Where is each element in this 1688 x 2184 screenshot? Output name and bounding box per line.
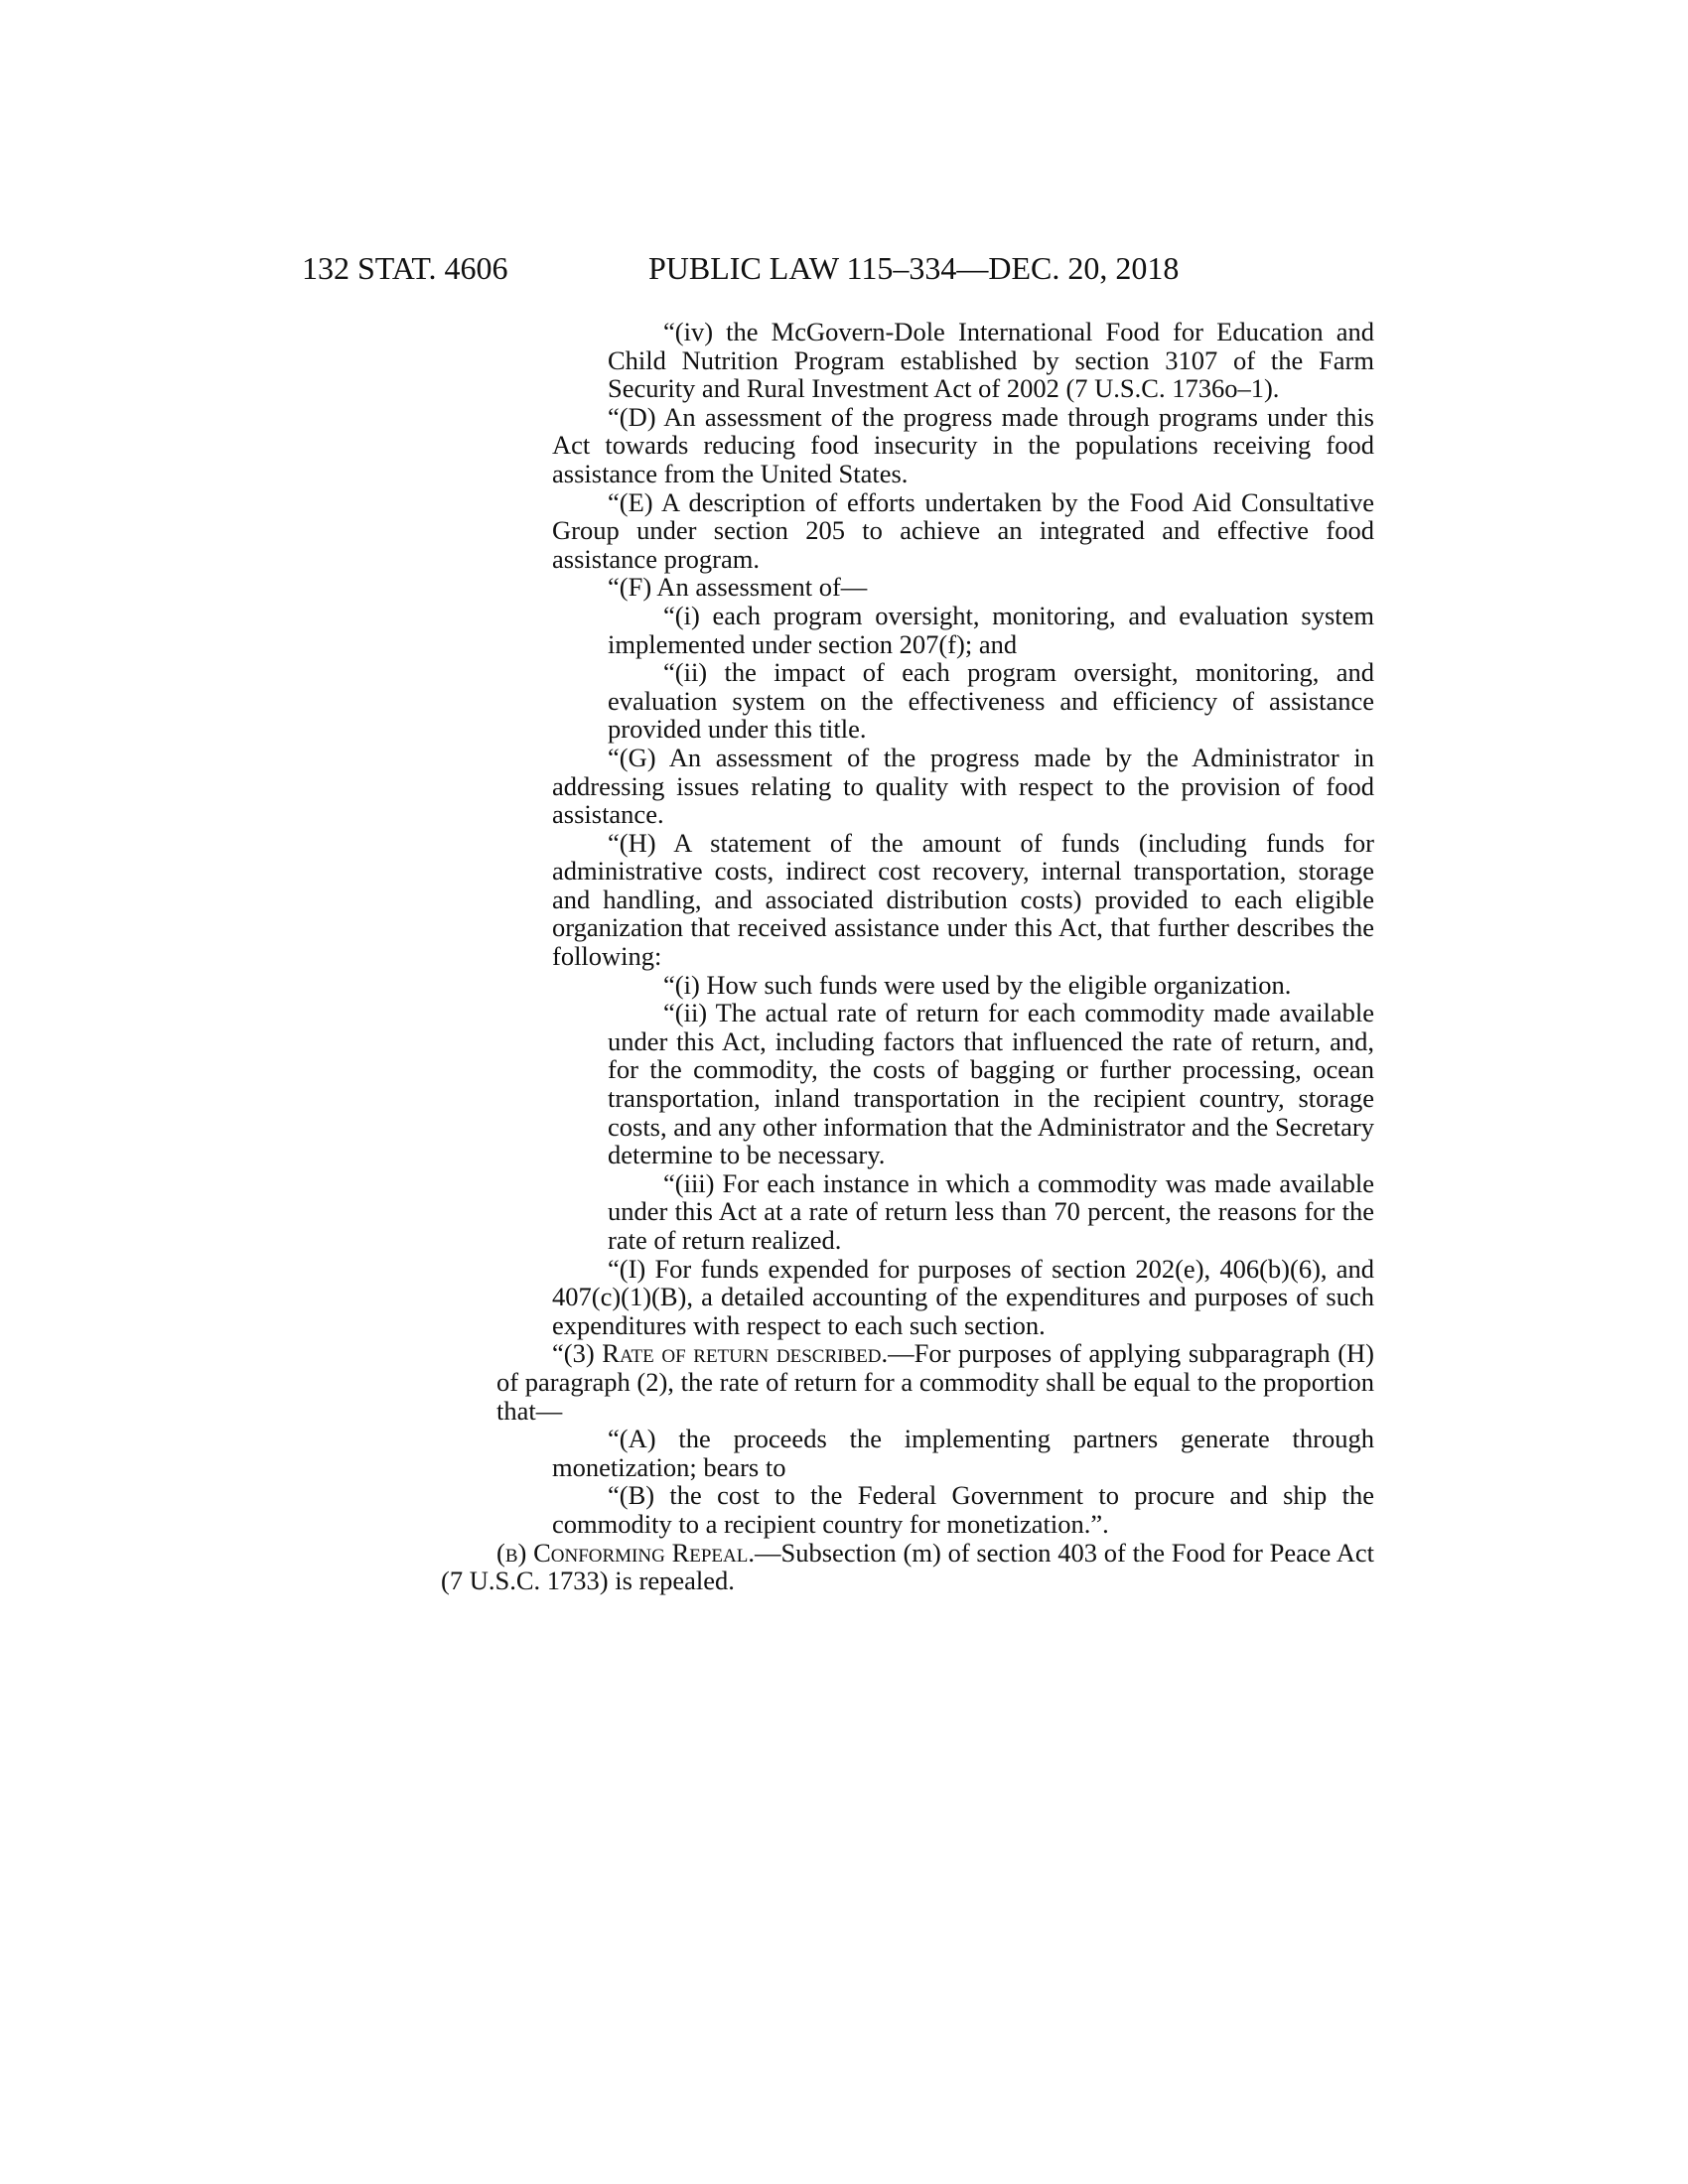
subparagraph-g: “(G) An assessment of the progress made by the Administrator in addressing issues relating to quality with respect to the provision of food assistance.: [552, 742, 1374, 830]
statute-page-reference: 132 STAT. 4606: [302, 250, 508, 286]
clause-f-i: “(i) each program oversight, monitoring, and evaluation system implemented under section 207(f); and: [608, 600, 1374, 659]
public-law-title: PUBLIC LAW 115–334—DEC. 20, 2018: [648, 250, 1180, 286]
subparagraph-d: “(D) An assessment of the progress made through programs under this Act towards reducing food insecurity in the populations receiving food assistance from the United States.: [552, 401, 1374, 488]
clause-h-i: “(i) How such funds were used by the eligible organization.: [663, 969, 1292, 1000]
page-header: [302, 248, 1225, 288]
subsection-b-text: —Subsection (m) of section 403 of the Food for Peace Act (7 U.S.C. 1733) is repealed.: [441, 1537, 1374, 1596]
subparagraph-e: “(E) A description of efforts undertaken by the Food Aid Consultative Group under section 205 to achieve an integrated and effective food assistance program.: [552, 486, 1374, 574]
clause-h-ii: “(ii) The actual rate of return for each commodity made available under this Act, including factors that influenced the rate of return, and, for the commodity, the costs of bagging or further processing, ocean transportation, inland transportation in the recipient country, storage costs, and any other information that the Administrator and the Secretary determine to be necessary.: [608, 998, 1374, 1170]
paragraph-3-rate-of-return: [496, 1339, 1374, 1425]
subparagraph-3-a: “(A) the proceeds the implementing partners generate through monetization; bears to: [552, 1424, 1374, 1482]
subparagraph-f: “(F) An assessment of—: [608, 572, 868, 603]
subsection-b-heading: (b) Conforming Repeal.: [496, 1537, 755, 1568]
paragraph-3-heading: “(3) Rate of return described.: [552, 1338, 889, 1369]
clause-iv-mcgovern-dole: “(iv) the McGovern-Dole International Food for Education and Child Nutrition Program established by section 3107 of the Farm Security and Rural Investment Act of 2002 (7 U.S.C. 1736o–1).: [608, 317, 1374, 404]
paragraph-3-text: —For purposes of applying subparagraph (H) of paragraph (2), the rate of return for a commodity shall be equal to the proportion that—: [496, 1338, 1374, 1426]
subsection-b-conforming-repeal: [441, 1539, 1374, 1595]
clause-h-iii: “(iii) For each instance in which a commodity was made available under this Act at a rate of return less than 70 percent, the reasons for the rate of return realized.: [608, 1167, 1374, 1255]
clause-f-ii: “(ii) the impact of each program oversight, monitoring, and evaluation system on the effectiveness and efficiency of assistance provided under this title.: [608, 657, 1374, 745]
statute-body: [441, 317, 1374, 1596]
subparagraph-h: “(H) A statement of the amount of funds (including funds for administrative costs, indirect cost recovery, internal transportation, storage and handling, and associated distribution costs) provided to each eligible organization that received assistance under this Act, that further describes the following:: [552, 827, 1374, 972]
subparagraph-3-b: “(B) the cost to the Federal Government to procure and ship the commodity to a recipient country for monetization.”.: [552, 1480, 1374, 1539]
subparagraph-i: “(I) For funds expended for purposes of section 202(e), 406(b)(6), and 407(c)(1)(B), a detailed accounting of the expenditures and purposes of such expenditures with respect to each such section.: [552, 1253, 1374, 1340]
